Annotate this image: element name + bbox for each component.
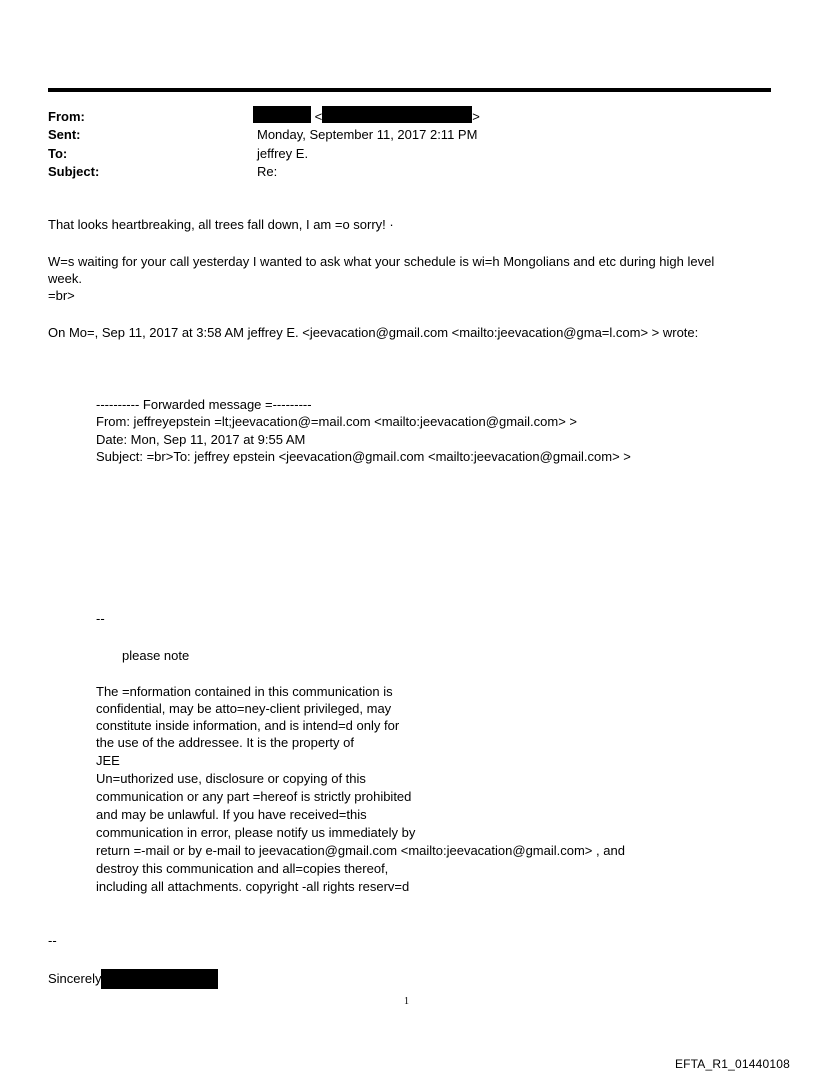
body-line-3: week. [48, 271, 82, 286]
forwarded-from: From: jeffreyepstein =lt;jeevacation@=mail.com <mailto:jeevacation@gmail.com> > [96, 414, 578, 429]
redaction-block [322, 106, 472, 123]
subject-value: Re: [257, 164, 278, 179]
footer-dashes: -- [48, 933, 57, 948]
body-line-1: That looks heartbreaking, all trees fall down, I am =o sorry! · [48, 217, 394, 232]
body-line-4: =br> [48, 288, 75, 303]
to-label: To: [48, 146, 68, 161]
subject-label: Subject: [48, 164, 100, 179]
disclaimer-line: confidential, may be atto=ney-client privileged, may [96, 701, 392, 716]
disclaimer-line: communication in error, please notify us immediately by [96, 825, 416, 840]
from-value [253, 106, 480, 125]
from-label: From: [48, 109, 85, 124]
redaction-block [101, 969, 218, 989]
header-rule [48, 88, 771, 92]
bates-number: EFTA_R1_01440108 [674, 1057, 790, 1071]
page-number: 1 [404, 996, 409, 1007]
sent-value: Monday, September 11, 2017 2:11 PM [257, 127, 478, 142]
redaction-block [253, 106, 311, 123]
disclaimer-line: communication or any part =hereof is strictly prohibited [96, 789, 412, 804]
disclaimer-line: The =nformation contained in this communication is [96, 684, 393, 699]
body-line-2: W=s waiting for your call yesterday I wanted to ask what your schedule is wi=h Mongolians and etc during high level [48, 254, 715, 269]
forwarded-separator: ---------- Forwarded message =--------- [96, 397, 312, 412]
to-value: jeffrey E. [257, 146, 309, 161]
forwarded-date: Date: Mon, Sep 11, 2017 at 9:55 AM [96, 432, 306, 447]
quote-header: On Mo=, Sep 11, 2017 at 3:58 AM jeffrey E. <jeevacation@gmail.com <mailto:jeevacation@gma=l.com> > wrote: [48, 325, 699, 340]
disclaimer-line: destroy this communication and all=copies thereof, [96, 861, 389, 876]
signature-dashes: -- [96, 611, 105, 626]
disclaimer-line: constitute inside information, and is intend=d only for [96, 718, 400, 733]
please-note: please note [122, 648, 190, 663]
disclaimer-line: the use of the addressee. It is the property of [96, 735, 354, 750]
disclaimer-line: including all attachments. copyright -all rights reserv=d [96, 879, 410, 894]
from-close-bracket: > [472, 109, 480, 124]
sincerely-text: Sincerely [48, 971, 102, 986]
disclaimer-line: and may be unlawful. If you have received=this [96, 807, 367, 822]
disclaimer-line: Un=uthorized use, disclosure or copying of this [96, 771, 366, 786]
from-open-bracket: < [314, 109, 323, 124]
disclaimer-line: return =-mail or by e-mail to jeevacation@gmail.com <mailto:jeevacation@gmail.com> , and [96, 843, 625, 858]
sent-label: Sent: [48, 127, 81, 142]
forwarded-subject: Subject: =br>To: jeffrey epstein <jeevacation@gmail.com <mailto:jeevacation@gmail.com> > [96, 449, 631, 464]
sincerely-line [48, 969, 218, 989]
disclaimer-line: JEE [96, 753, 120, 768]
